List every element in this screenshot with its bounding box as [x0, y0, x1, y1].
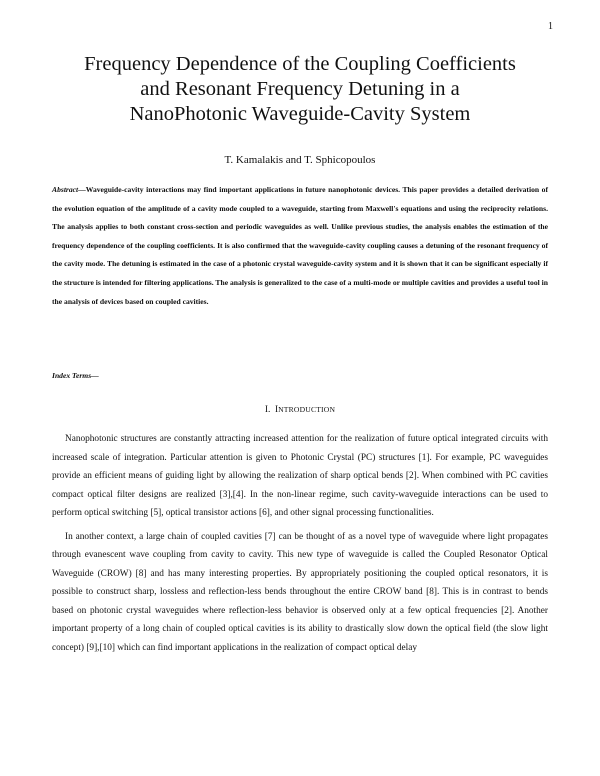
abstract-label: Abstract	[52, 185, 79, 194]
paragraph: In another context, a large chain of coupled cavities [7] can be thought of as a novel type of waveguide where light propagates through evanescent wave coupling from cavity to cavity. This new type of waveguide is called the Coupled Resonator Optical Waveguide (CROW) [8] and has many interesting properties. By appropriately positioning the coupled optical resonators, it is possible to construct sharp, lossless and reflection-less bends throughout the entire CROW band [8]. This is in contrast to bends based on photonic crystal waveguides where reflection-less behavior is observed only at a few optical frequencies [2]. Another important property of a long chain of coupled optical cavities is its ability to drastically slow down the optical field (the slow light concept) [9],[10] which can find important applications in the realization of compact optical delay	[52, 531, 548, 653]
abstract	[52, 181, 548, 311]
section-heading-introduction	[0, 405, 600, 415]
paper-title	[40, 52, 560, 127]
paragraph: Nanophotonic structures are constantly attracting increased attention for the realization of future optical integrated circuits with increased scale of integration. Particular attention is given to Photonic Crystal (PC) structures [1]. For example, PC waveguides provide an efficient means of guiding light by allowing the realization of sharp optical bends [2]. When combined with PC cavities compact optical filter designs are realized [3],[4]. In the non-linear regime, such cavity-waveguide interactions can be used to perform optical switching [5], optical transistor actions [6], and other signal processing functionalities.	[52, 434, 548, 518]
page-number: 1	[548, 21, 553, 32]
index-terms: Index Terms—	[52, 371, 99, 380]
section-numeral: I.	[264, 405, 271, 415]
section-title-rest: NTRODUCTION	[278, 405, 336, 414]
section-title-initial: I	[274, 405, 279, 415]
title-line-3: NanoPhotonic Waveguide-Cavity System	[129, 103, 471, 125]
author-list: T. Kamalakis and T. Sphicopoulos	[224, 154, 376, 166]
title-line-2: and Resonant Frequency Detuning in a	[140, 78, 460, 100]
abstract-text: —Waveguide-cavity interactions may find important applications in future nanophotonic devices. This paper provides a detailed derivation of the evolution equation of the amplitude of a cavity mode coupled to a waveguide, starting from Maxwell's equations and using the reciprocity relations. The analysis applies to both constant cross-section and periodic waveguides as well. Unlike previous studies, the analysis enables the estimation of the frequency dependence of the coupling coefficients. It is also confirmed that the waveguide-cavity coupling causes a detuning of the resonant frequency of the cavity mode. The detuning is estimated in the case of a photonic crystal waveguide-cavity system and it is shown that it can be significant especially if the structure is intended for filtering applications. The analysis is generalized to the case of a multi-mode or multiple cavities and provides a useful tool in the analysis of devices based on coupled cavities.	[52, 185, 548, 306]
title-line-1: Frequency Dependence of the Coupling Coefficients	[84, 53, 516, 75]
introduction-body	[52, 430, 548, 662]
